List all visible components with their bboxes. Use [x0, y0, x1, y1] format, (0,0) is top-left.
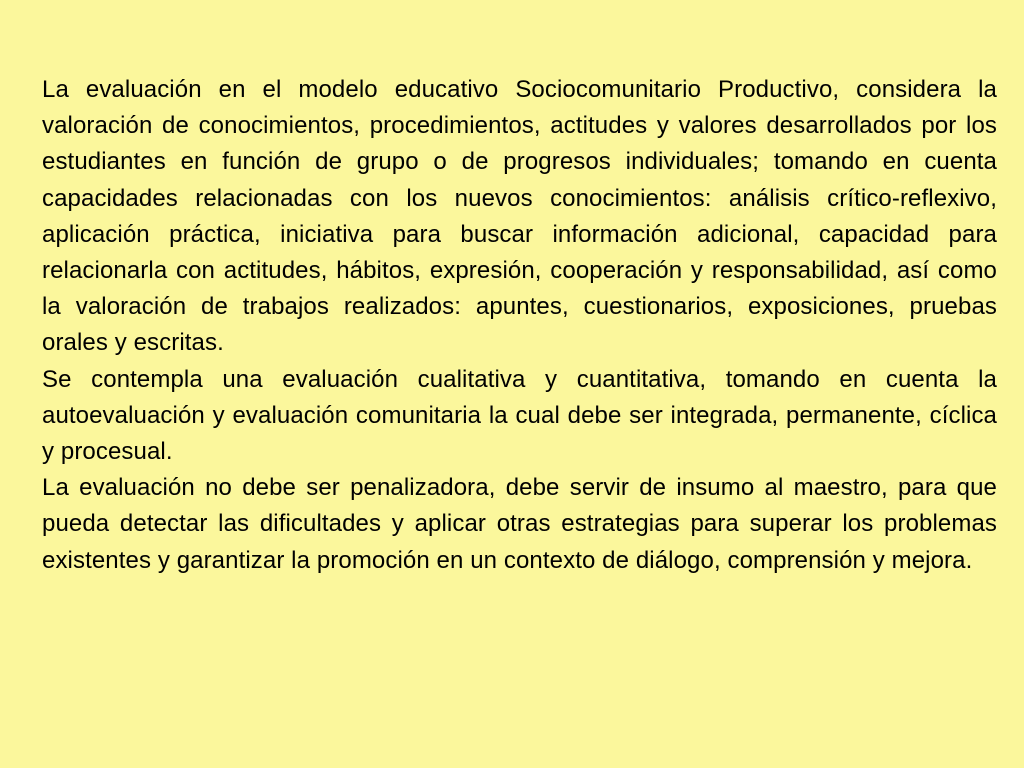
paragraph-evaluation-types: Se contempla una evaluación cualitativa y cuantitativa, tomando en cuenta la autoevaluación y evaluación comunitaria la cual debe ser integrada, permanente, cíclica y procesual.	[42, 365, 997, 466]
paragraph-evaluation-purpose: La evaluación no debe ser penalizadora, debe servir de insumo al maestro, para que pueda detectar las dificultades y aplicar otras estrategias para superar los problemas existentes y garantizar la promoción en un contexto de diálogo, comprensión y mejora.	[42, 474, 997, 574]
slide-body	[42, 72, 997, 579]
paragraph-evaluation-model: La evaluación en el modelo educativo Sociocomunitario Productivo, considera la valoración de conocimientos, procedimientos, actitudes y valores desarrollados por los estudiantes en función de grupo o de progresos individuales; tomando en cuenta capacidades relacionadas con los nuevos conocimientos: análisis crítico-reflexivo, aplicación práctica, iniciativa para buscar información adicional, capacidad para relacionarla con actitudes, hábitos, expresión, cooperación y responsabilidad, así como la valoración de trabajos realizados: apuntes, cuestionarios, exposiciones, pruebas orales y escritas.	[42, 76, 997, 357]
